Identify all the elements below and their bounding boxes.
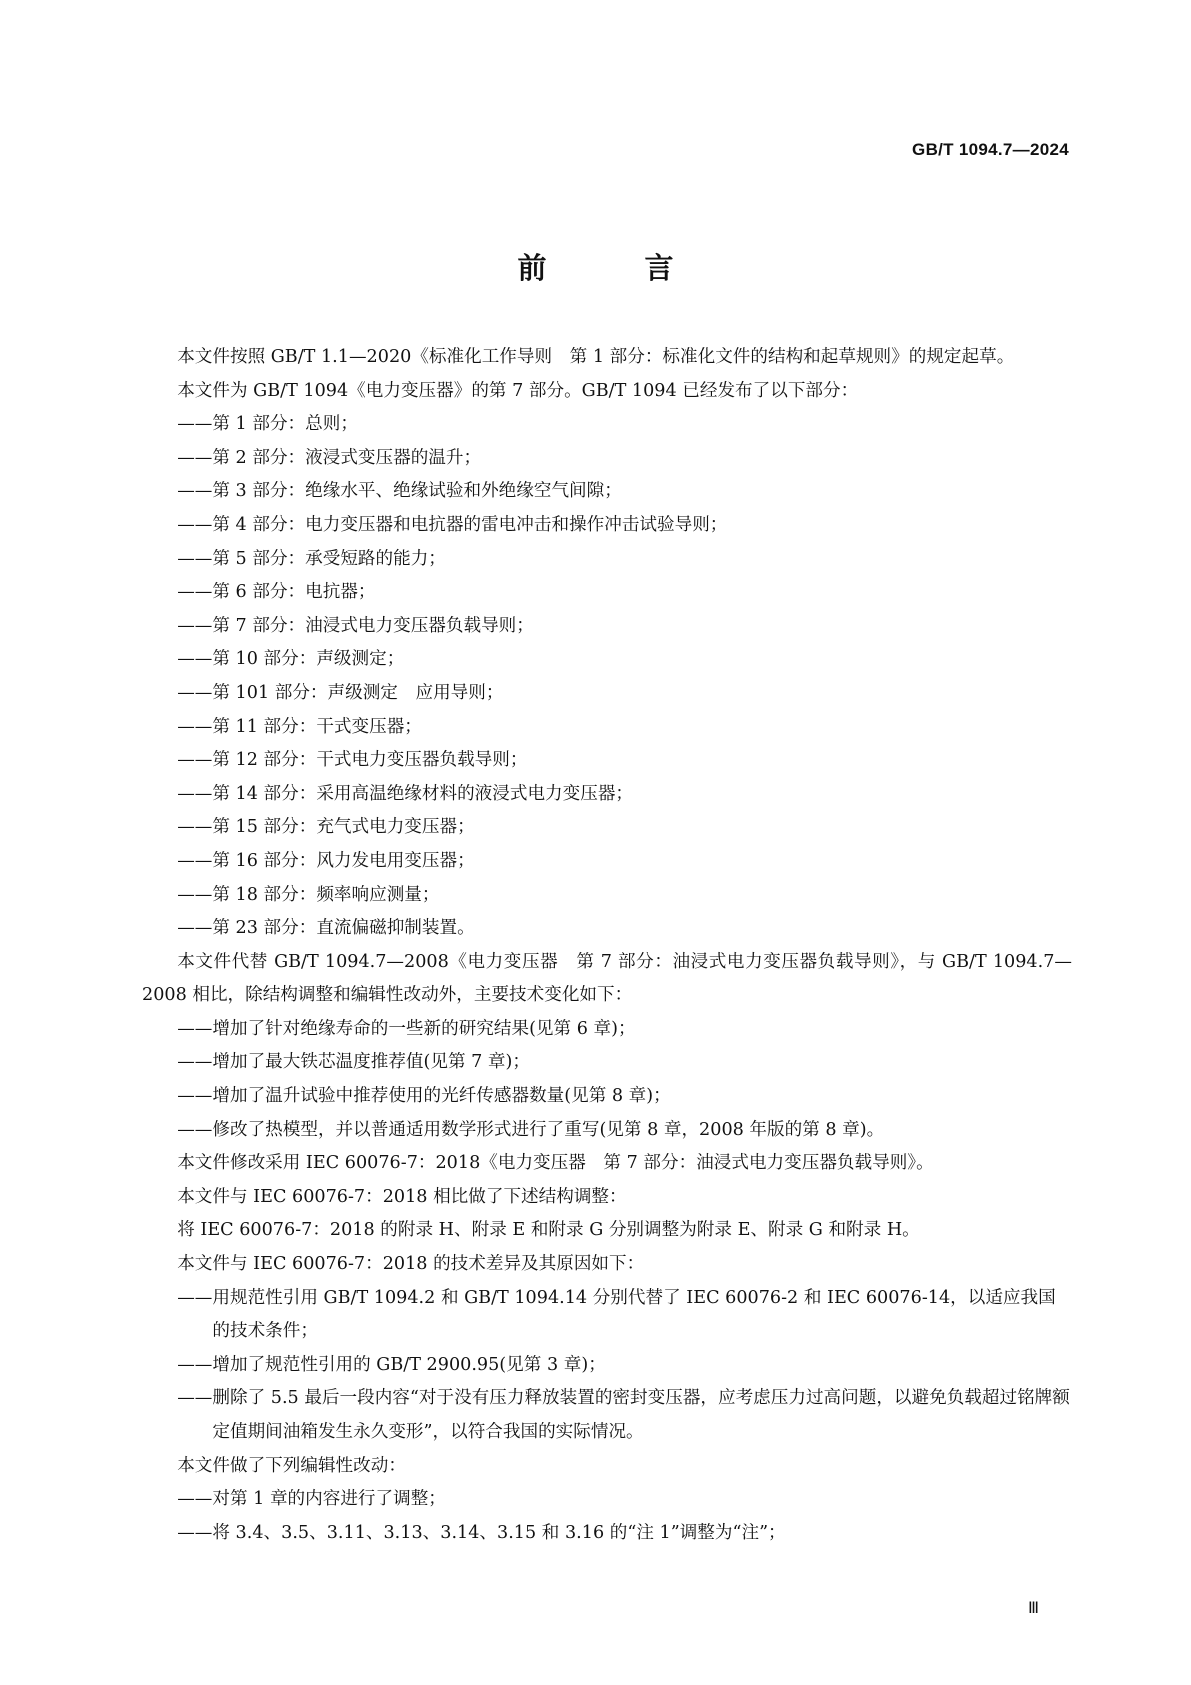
list-item-diff: ——用规范性引用 GB/T 1094.2 和 GB/T 1094.14 分别代替了 IEC 60076-2 和 IEC 60076-14，以适应我国的技术条件； bbox=[177, 1287, 1056, 1342]
list-item-change: ——修改了热模型，并以普通适用数学形式进行了重写(见第 8 章，2008 年版的第 8 章)。 bbox=[177, 1119, 885, 1140]
list-item-diff: ——增加了规范性引用的 GB/T 2900.95(见第 3 章)； bbox=[177, 1354, 606, 1375]
list-item-part: ——第 15 部分：充气式电力变压器； bbox=[177, 817, 475, 838]
list-item-part: ——第 12 部分：干式电力变压器负载导则； bbox=[177, 750, 528, 771]
paragraph-structure-adjust: 本文件与 IEC 60076-7：2018 相比做了下述结构调整： bbox=[177, 1186, 627, 1207]
paragraph-tech-diff: 本文件与 IEC 60076-7：2018 的技术差异及其原因如下： bbox=[177, 1254, 645, 1275]
list-item-part: ——第 18 部分：频率响应测量； bbox=[177, 884, 440, 905]
list-item-part: ——第 2 部分：液浸式变压器的温升； bbox=[177, 447, 482, 468]
list-item-part: ——第 5 部分：承受短路的能力； bbox=[177, 548, 446, 569]
list-item-edit: ——将 3.4、3.5、3.11、3.13、3.14、3.15 和 3.16 的“注 1”调整为“注”； bbox=[177, 1522, 786, 1543]
list-item-part: ——第 10 部分：声级测定； bbox=[177, 649, 405, 670]
list-item-part: ——第 11 部分：干式变压器； bbox=[177, 716, 422, 737]
list-item-part: ——第 14 部分：采用高温绝缘材料的液浸式电力变压器； bbox=[177, 783, 634, 804]
paragraph-drafting-basis: 本文件按照 GB/T 1.1—2020《标准化工作导则 第 1 部分：标准化文件的结构和起草规则》的规定起草。 bbox=[177, 347, 1015, 367]
list-item-part: ——第 16 部分：风力发电用变压器； bbox=[177, 850, 475, 871]
page-title: 前 言 bbox=[517, 251, 718, 285]
list-item-diff: ——删除了 5.5 最后一段内容“对于没有压力释放装置的密封变压器，应考虑压力过高问题，以避免负载超过铭牌额定值期间油箱发生永久变形”，以符合我国的实际情况。 bbox=[177, 1388, 1070, 1442]
page-number: Ⅲ bbox=[1027, 1600, 1039, 1617]
list-item-part: ——第 7 部分：油浸式电力变压器负载导则； bbox=[177, 615, 534, 636]
document-body bbox=[142, 341, 1072, 1550]
standard-code: GB/T 1094.7—2024 bbox=[912, 140, 1069, 159]
list-item-edit: ——对第 1 章的内容进行了调整； bbox=[177, 1489, 446, 1510]
paragraph-adoption: 本文件修改采用 IEC 60076-7：2018《电力变压器 第 7 部分：油浸式电力变压器负载导则》。 bbox=[177, 1153, 934, 1174]
list-item-part: ——第 6 部分：电抗器； bbox=[177, 582, 376, 603]
list-item-part: ——第 1 部分：总则； bbox=[177, 414, 358, 435]
paragraph-replacement: 本文件代替 GB/T 1094.7—2008《电力变压器 第 7 部分：油浸式电力变压器负载导则》，与 GB/T 1094.7—2008 相比，除结构调整和编辑性改动外，主要技术变化如下： bbox=[142, 951, 1072, 1006]
list-item-change: ——增加了针对绝缘寿命的一些新的研究结果(见第 6 章)； bbox=[177, 1018, 636, 1039]
list-item-change: ——增加了温升试验中推荐使用的光纤传感器数量(见第 8 章)； bbox=[177, 1086, 671, 1107]
list-item-part: ——第 4 部分：电力变压器和电抗器的雷电冲击和操作冲击试验导则； bbox=[177, 514, 728, 535]
paragraph-annex-adjust: 将 IEC 60076-7：2018 的附录 H、附录 E 和附录 G 分别调整为附录 E、附录 G 和附录 H。 bbox=[177, 1220, 920, 1241]
list-item-part: ——第 101 部分：声级测定 应用导则； bbox=[177, 682, 504, 703]
list-item-part: ——第 23 部分：直流偏磁抑制装置。 bbox=[177, 918, 475, 939]
paragraph-editorial: 本文件做了下列编辑性改动： bbox=[177, 1455, 406, 1476]
list-item-change: ——增加了最大铁芯温度推荐值(见第 7 章)； bbox=[177, 1052, 530, 1073]
list-item-part: ——第 3 部分：绝缘水平、绝缘试验和外绝缘空气间隙； bbox=[177, 481, 622, 502]
paragraph-series-intro: 本文件为 GB/T 1094《电力变压器》的第 7 部分。GB/T 1094 已经发布了以下部分： bbox=[177, 380, 859, 401]
